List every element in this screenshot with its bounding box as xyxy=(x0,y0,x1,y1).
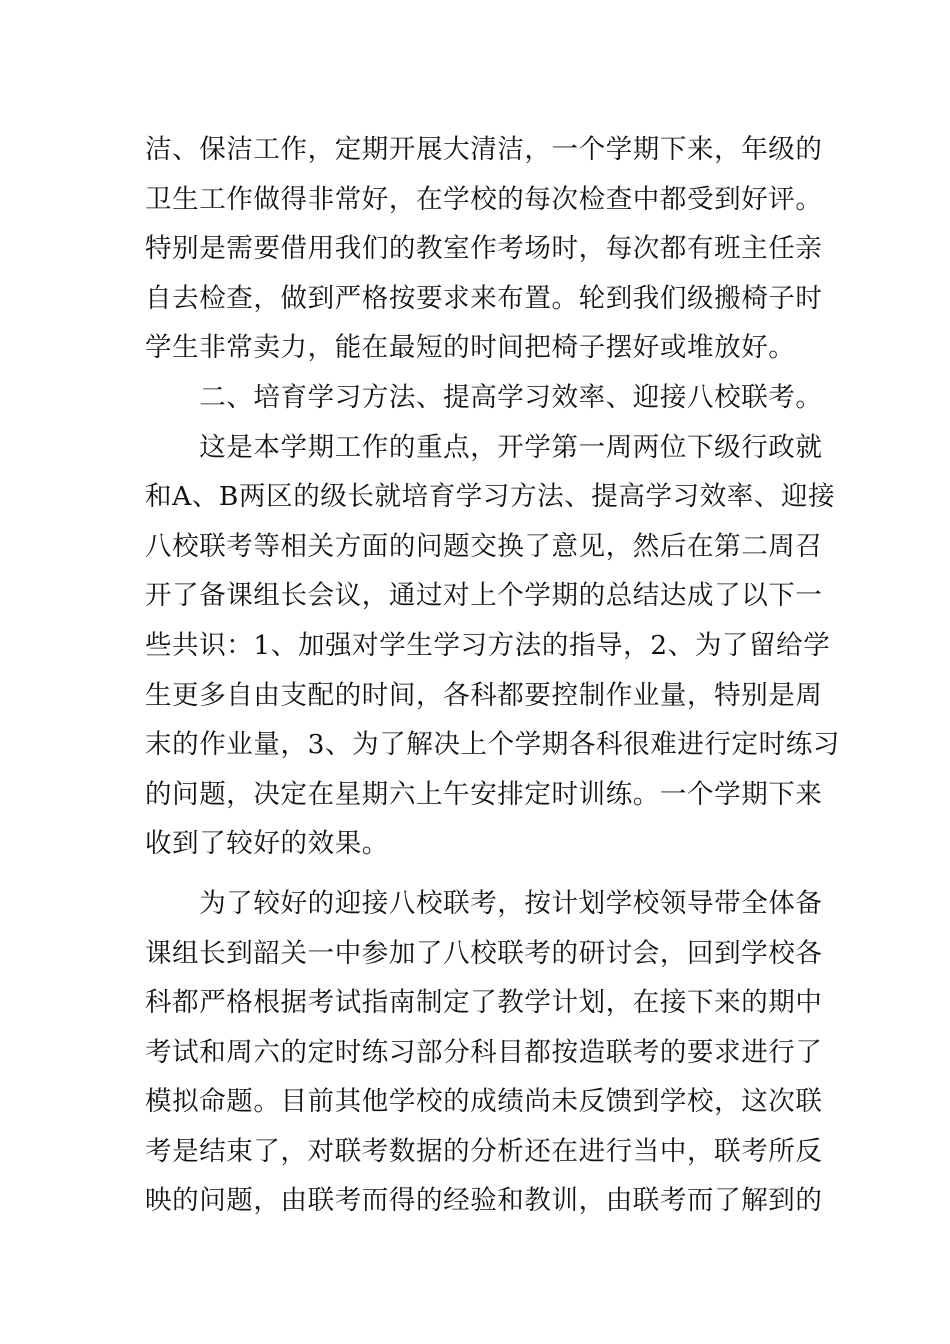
text-line: 科都严格根据考试指南制定了教学计划，在接下来的期中 xyxy=(145,987,823,1019)
text-line: 些共识：1、加强对学生学习方法的指导，2、为了留给学 xyxy=(145,629,831,661)
paragraph-gap xyxy=(145,869,815,879)
text-line: 收到了较好的效果。 xyxy=(145,828,389,860)
text-line: 生更多自由支配的时间，各科都要控制作业量，特别是周 xyxy=(145,679,823,711)
section-heading: 二、培育学习方法、提高学习效率、迎接八校联考。 xyxy=(145,381,823,413)
text-line: 课组长到韶关一中参加了八校联考的研讨会，回到学校各 xyxy=(145,937,823,969)
text-line: 为了较好的迎接八校联考，按计划学校领导带全体备 xyxy=(145,887,823,919)
text-line: 考试和周六的定时练习部分科目都按造联考的要求进行了 xyxy=(145,1036,823,1068)
text-line: 特别是需要借用我们的教室作考场时，每次都有班主任亲 xyxy=(145,233,823,265)
text-line: 的问题，决定在星期六上午安排定时训练。一个学期下来 xyxy=(145,778,823,810)
text-line: 八校联考等相关方面的问题交换了意见，然后在第二周召 xyxy=(145,530,823,562)
text-line: 学生非常卖力，能在最短的时间把椅子摆好或堆放好。 xyxy=(145,332,796,364)
text-line: 卫生工作做得非常好，在学校的每次检查中都受到好评。 xyxy=(145,183,823,215)
text-line: 开了备课组长会议，通过对上个学期的总结达成了以下一 xyxy=(145,580,823,612)
document-body xyxy=(145,125,840,1226)
text-line: 考是结束了，对联考数据的分析还在进行当中，联考所反 xyxy=(145,1135,823,1167)
text-line: 和A、B两区的级长就培育学习方法、提高学习效率、迎接 xyxy=(145,481,836,513)
text-line: 末的作业量，3、为了解决上个学期各科很难进行定时练习 xyxy=(145,729,840,761)
text-line: 自去检查，做到严格按要求来布置。轮到我们级搬椅子时 xyxy=(145,282,823,314)
text-line: 这是本学期工作的重点，开学第一周两位下级行政就 xyxy=(145,431,823,463)
text-line: 洁、保洁工作，定期开展大清洁，一个学期下来，年级的 xyxy=(145,134,823,165)
text-line: 模拟命题。目前其他学校的成绩尚未反馈到学校，这次联 xyxy=(145,1086,823,1118)
text-line: 映的问题，由联考而得的经验和教训，由联考而了解到的 xyxy=(145,1185,823,1217)
